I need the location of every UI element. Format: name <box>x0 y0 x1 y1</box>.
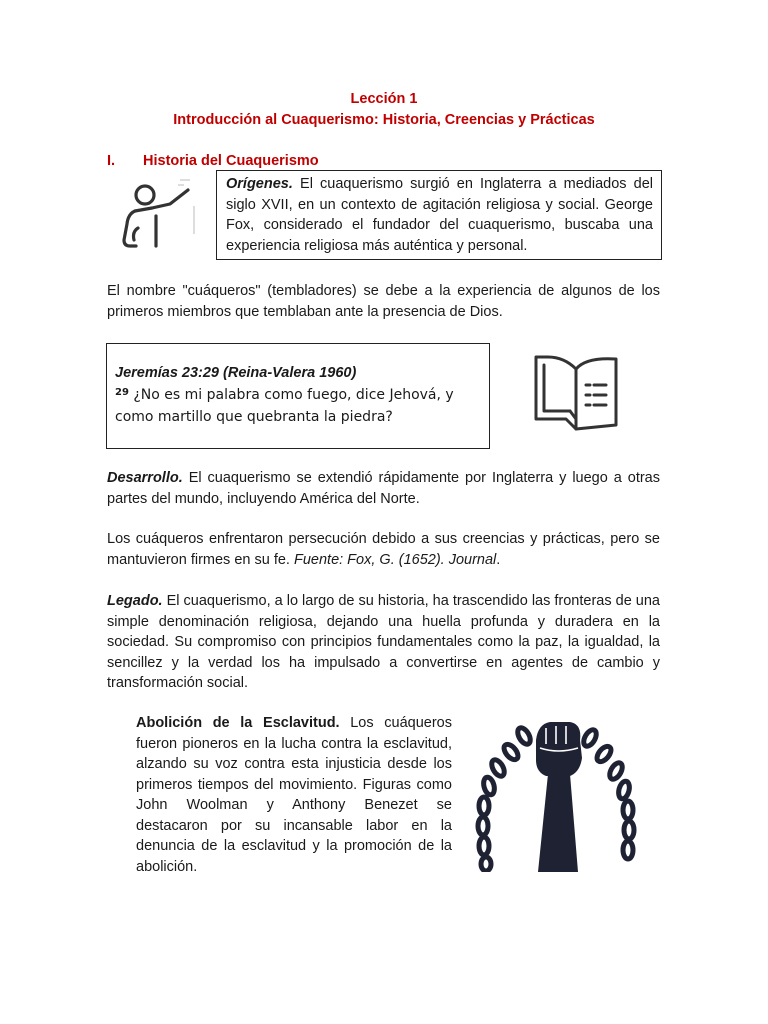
lesson-subtitle: Introducción al Cuaquerismo: Historia, Creencias y Prácticas <box>173 112 595 128</box>
teacher-icon <box>118 176 198 252</box>
verse-number: 29 <box>115 387 129 398</box>
verse-reference: Jeremías 23:29 (Reina-Valera 1960) <box>115 365 357 381</box>
origins-label: Orígenes. <box>226 176 293 192</box>
section-title: Historia del Cuaquerismo <box>143 153 319 169</box>
development-label: Desarrollo. <box>107 470 183 486</box>
verse-box <box>106 343 490 449</box>
legacy-text: El cuaquerismo, a lo largo de su historia, ha trascendido las fronteras de una simple denominación religiosa, dejando una huella profunda y duradera en la sociedad. Su compromiso con principios fundamentales como la paz, la igualdad, la sencillez y la verdad los ha impulsado a convertirse en agentes de cambio y transformación social. <box>107 593 660 691</box>
persecution-text: Los cuáqueros enfrentaron persecución debido a sus creencias y prácticas, pero se mantuvieron firmes en su fe. <box>107 531 660 568</box>
persecution-paragraph <box>107 529 660 570</box>
name-paragraph: El nombre "cuáqueros" (tembladores) se debe a la experiencia de algunos de los primeros miembros que temblaban ante la presencia de Dios. <box>107 283 660 320</box>
origins-text: El cuaquerismo surgió en Inglaterra a mediados del siglo XVII, en un contexto de agitación religiosa y social. George Fox, considerado el fundador del cuaquerismo, buscaba una experiencia religiosa más auténtica y personal. <box>226 176 653 254</box>
abolition-paragraph <box>136 713 452 877</box>
section-heading <box>107 153 319 169</box>
legacy-label: Legado. <box>107 593 163 609</box>
legacy-paragraph <box>107 591 660 694</box>
section-number: I. <box>107 153 116 169</box>
abolition-text: Los cuáqueros fueron pioneros en la lucha contra la esclavitud, alzando su voz contra esta injusticia desde los primeros tiempos del movimiento. Figuras como John Woolman y Anthony Benezet se destacaron por su incansable labor en la denuncia de la esclavitud y la promoción de la abolición. <box>136 715 452 875</box>
persecution-source: Fuente: Fox, G. (1652). Journal <box>293 551 497 568</box>
verse-text: ¿No es mi palabra como fuego, dice Jehová, y como martillo que quebranta la piedra? <box>115 387 454 425</box>
origins-paragraph <box>226 174 653 256</box>
persecution-end: . <box>496 551 501 568</box>
broken-chain-fist-image <box>466 714 652 872</box>
development-text: El cuaquerismo se extendió rápidamente por Inglaterra y luego a otras partes del mundo, incluyendo América del Norte. <box>107 470 660 507</box>
origins-box <box>216 170 662 260</box>
abolition-label: Abolición de la Esclavitud. <box>136 715 340 731</box>
open-book-icon <box>530 353 622 435</box>
development-paragraph <box>107 468 660 509</box>
verse-text-block <box>115 382 481 428</box>
lesson-title: Lección 1 <box>350 91 418 107</box>
